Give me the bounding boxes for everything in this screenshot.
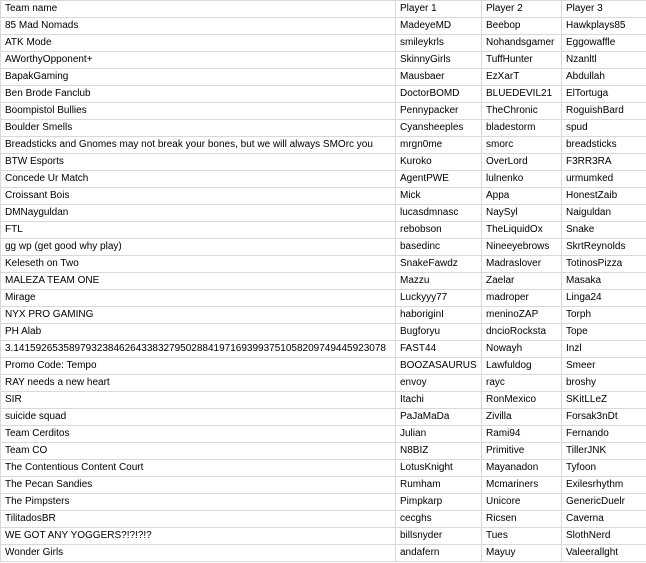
team-name-cell[interactable]: suicide squad bbox=[1, 409, 396, 426]
team-name-cell[interactable]: BTW Esports bbox=[1, 154, 396, 171]
player-3-cell[interactable]: Abdullah bbox=[562, 69, 646, 86]
team-name-cell[interactable]: TilitadosBR bbox=[1, 511, 396, 528]
player-3-cell[interactable]: TotinosPizza bbox=[562, 256, 646, 273]
player-3-cell[interactable]: urmumked bbox=[562, 171, 646, 188]
player-3-cell[interactable]: Masaka bbox=[562, 273, 646, 290]
team-name-cell[interactable]: NYX PRO GAMING bbox=[1, 307, 396, 324]
table-row bbox=[1, 137, 646, 154]
table-row bbox=[1, 511, 646, 528]
team-name-cell[interactable]: AWorthyOpponent+ bbox=[1, 52, 396, 69]
table-row bbox=[1, 18, 646, 35]
player-2-cell[interactable]: Zaelar bbox=[482, 273, 562, 290]
team-name-cell[interactable]: Mirage bbox=[1, 290, 396, 307]
player-2-cell[interactable]: Nineeyebrows bbox=[482, 239, 562, 256]
player-2-cell[interactable]: lulnenko bbox=[482, 171, 562, 188]
player-3-cell[interactable]: Caverna bbox=[562, 511, 646, 528]
table-row bbox=[1, 222, 646, 239]
player-3-cell[interactable]: Exilesrhythm bbox=[562, 477, 646, 494]
player-1-cell[interactable]: Mazzu bbox=[396, 273, 482, 290]
player-2-cell[interactable]: Nohandsgamer bbox=[482, 35, 562, 52]
table-row bbox=[1, 171, 646, 188]
table-row bbox=[1, 307, 646, 324]
team-name-cell[interactable]: Keleseth on Two bbox=[1, 256, 396, 273]
player-3-cell[interactable]: Eggowaffle bbox=[562, 35, 646, 52]
player-3-cell[interactable]: Torph bbox=[562, 307, 646, 324]
table-row bbox=[1, 358, 646, 375]
player-1-cell[interactable]: BOOZASAURUS bbox=[396, 358, 482, 375]
player-1-cell[interactable]: Mick bbox=[396, 188, 482, 205]
player-3-cell[interactable]: spud bbox=[562, 120, 646, 137]
player-2-cell[interactable]: madroper bbox=[482, 290, 562, 307]
player-2-cell[interactable]: Beebop bbox=[482, 18, 562, 35]
player-2-cell[interactable]: rayc bbox=[482, 375, 562, 392]
table-row bbox=[1, 545, 646, 562]
player-3-cell[interactable]: Tope bbox=[562, 324, 646, 341]
table-row bbox=[1, 120, 646, 137]
team-name-cell[interactable]: Team CO bbox=[1, 443, 396, 460]
player-1-cell[interactable]: MadeyeMD bbox=[396, 18, 482, 35]
player-1-cell[interactable]: Luckyyy77 bbox=[396, 290, 482, 307]
table-row bbox=[1, 239, 646, 256]
team-name-cell[interactable]: Wonder Girls bbox=[1, 545, 396, 562]
player-2-cell[interactable]: Mcmariners bbox=[482, 477, 562, 494]
player-2-cell[interactable]: RonMexico bbox=[482, 392, 562, 409]
player-3-cell[interactable]: Linga24 bbox=[562, 290, 646, 307]
header-cell-player-2[interactable]: Player 2 bbox=[482, 1, 562, 18]
table-row bbox=[1, 426, 646, 443]
team-name-cell[interactable]: PH Alab bbox=[1, 324, 396, 341]
team-name-cell[interactable]: The Pecan Sandies bbox=[1, 477, 396, 494]
player-3-cell[interactable]: Naiguldan bbox=[562, 205, 646, 222]
player-1-cell[interactable]: billsnyder bbox=[396, 528, 482, 545]
player-1-cell[interactable]: Itachi bbox=[396, 392, 482, 409]
player-3-cell[interactable]: Smeer bbox=[562, 358, 646, 375]
player-1-cell[interactable]: Pennypacker bbox=[396, 103, 482, 120]
player-1-cell[interactable]: LotusKnight bbox=[396, 460, 482, 477]
table-row bbox=[1, 52, 646, 69]
table-row bbox=[1, 528, 646, 545]
player-2-cell[interactable]: TuffHunter bbox=[482, 52, 562, 69]
player-1-cell[interactable]: DoctorBOMD bbox=[396, 86, 482, 103]
player-2-cell[interactable]: EzXarT bbox=[482, 69, 562, 86]
player-3-cell[interactable]: RoguishBard bbox=[562, 103, 646, 120]
team-name-cell[interactable]: BapakGaming bbox=[1, 69, 396, 86]
header-cell-player-1[interactable]: Player 1 bbox=[396, 1, 482, 18]
player-2-cell[interactable]: Mayuy bbox=[482, 545, 562, 562]
table-row bbox=[1, 494, 646, 511]
team-name-cell[interactable]: Breadsticks and Gnomes may not break your bones, but we will always SMOrc you bbox=[1, 137, 396, 154]
player-1-cell[interactable]: Cyansheeples bbox=[396, 120, 482, 137]
player-1-cell[interactable]: AgentPWE bbox=[396, 171, 482, 188]
player-2-cell[interactable]: Unicore bbox=[482, 494, 562, 511]
player-3-cell[interactable]: Tyfoon bbox=[562, 460, 646, 477]
player-1-cell[interactable]: Julian bbox=[396, 426, 482, 443]
player-3-cell[interactable]: Valeerallght bbox=[562, 545, 646, 562]
team-name-cell[interactable]: gg wp (get good why play) bbox=[1, 239, 396, 256]
player-2-cell[interactable]: OverLord bbox=[482, 154, 562, 171]
team-name-cell[interactable]: FTL bbox=[1, 222, 396, 239]
player-2-cell[interactable]: meninoZAP bbox=[482, 307, 562, 324]
table-row bbox=[1, 409, 646, 426]
player-1-cell[interactable]: envoy bbox=[396, 375, 482, 392]
team-name-cell[interactable]: 3.1415926535897932384626433832795028841971693993751058209749445923078 bbox=[1, 341, 396, 358]
player-2-cell[interactable]: Primitive bbox=[482, 443, 562, 460]
player-3-cell[interactable]: SlothNerd bbox=[562, 528, 646, 545]
player-2-cell[interactable]: Lawfuldog bbox=[482, 358, 562, 375]
table-row bbox=[1, 460, 646, 477]
player-2-cell[interactable]: Rami94 bbox=[482, 426, 562, 443]
player-3-cell[interactable]: Snake bbox=[562, 222, 646, 239]
header-cell-team-name[interactable]: Team name bbox=[1, 1, 396, 18]
player-1-cell[interactable]: haboriginI bbox=[396, 307, 482, 324]
player-3-cell[interactable]: GenericDuelr bbox=[562, 494, 646, 511]
player-2-cell[interactable]: TheLiquidOx bbox=[482, 222, 562, 239]
player-1-cell[interactable]: rebobson bbox=[396, 222, 482, 239]
player-1-cell[interactable]: SkinnyGirls bbox=[396, 52, 482, 69]
table-row bbox=[1, 477, 646, 494]
table-row bbox=[1, 103, 646, 120]
player-2-cell[interactable]: Madraslover bbox=[482, 256, 562, 273]
player-1-cell[interactable]: Kuroko bbox=[396, 154, 482, 171]
player-1-cell[interactable]: Bugforyu bbox=[396, 324, 482, 341]
player-1-cell[interactable]: basedinc bbox=[396, 239, 482, 256]
team-name-cell[interactable]: The Contentious Content Court bbox=[1, 460, 396, 477]
table-row bbox=[1, 35, 646, 52]
player-3-cell[interactable]: Hawkplays85 bbox=[562, 18, 646, 35]
table-row bbox=[1, 392, 646, 409]
player-1-cell[interactable]: smileykrls bbox=[396, 35, 482, 52]
header-row bbox=[1, 1, 646, 18]
player-3-cell[interactable]: Fernando bbox=[562, 426, 646, 443]
player-2-cell[interactable]: Mayanadon bbox=[482, 460, 562, 477]
player-2-cell[interactable]: TheChronic bbox=[482, 103, 562, 120]
team-name-cell[interactable]: Ben Brode Fanclub bbox=[1, 86, 396, 103]
table-row bbox=[1, 188, 646, 205]
player-1-cell[interactable]: lucasdmnasc bbox=[396, 205, 482, 222]
player-3-cell[interactable]: Inzl bbox=[562, 341, 646, 358]
player-3-cell[interactable]: TillerJNK bbox=[562, 443, 646, 460]
table-body bbox=[1, 1, 646, 562]
player-3-cell[interactable]: SkrtReynolds bbox=[562, 239, 646, 256]
player-1-cell[interactable]: Mausbaer bbox=[396, 69, 482, 86]
team-name-cell[interactable]: RAY needs a new heart bbox=[1, 375, 396, 392]
team-name-cell[interactable]: Boompistol Bullies bbox=[1, 103, 396, 120]
team-name-cell[interactable]: Boulder Smells bbox=[1, 120, 396, 137]
team-name-cell[interactable]: DMNayguldan bbox=[1, 205, 396, 222]
table-row bbox=[1, 341, 646, 358]
team-name-cell[interactable]: MALEZA TEAM ONE bbox=[1, 273, 396, 290]
team-name-cell[interactable]: Concede Ur Match bbox=[1, 171, 396, 188]
team-name-cell[interactable]: SIR bbox=[1, 392, 396, 409]
player-3-cell[interactable]: broshy bbox=[562, 375, 646, 392]
table-row bbox=[1, 375, 646, 392]
player-1-cell[interactable]: Rumham bbox=[396, 477, 482, 494]
team-name-cell[interactable]: Promo Code: Tempo bbox=[1, 358, 396, 375]
player-1-cell[interactable]: SnakeFawdz bbox=[396, 256, 482, 273]
table-row bbox=[1, 324, 646, 341]
table-row bbox=[1, 273, 646, 290]
team-name-cell[interactable]: ATK Mode bbox=[1, 35, 396, 52]
player-1-cell[interactable]: mrgn0me bbox=[396, 137, 482, 154]
player-2-cell[interactable]: Appa bbox=[482, 188, 562, 205]
player-2-cell[interactable]: dncioRocksta bbox=[482, 324, 562, 341]
player-2-cell[interactable]: Zivilla bbox=[482, 409, 562, 426]
player-1-cell[interactable]: cecghs bbox=[396, 511, 482, 528]
team-name-cell[interactable]: The Pimpsters bbox=[1, 494, 396, 511]
player-2-cell[interactable]: Ricsen bbox=[482, 511, 562, 528]
player-2-cell[interactable]: Nowayh bbox=[482, 341, 562, 358]
player-1-cell[interactable]: FAST44 bbox=[396, 341, 482, 358]
player-2-cell[interactable]: bladestorm bbox=[482, 120, 562, 137]
player-1-cell[interactable]: andafern bbox=[396, 545, 482, 562]
player-1-cell[interactable]: Pimpkarp bbox=[396, 494, 482, 511]
player-1-cell[interactable]: N8BIZ bbox=[396, 443, 482, 460]
table-row bbox=[1, 154, 646, 171]
team-name-cell[interactable]: Croissant Bois bbox=[1, 188, 396, 205]
player-3-cell[interactable]: Forsak3nDt bbox=[562, 409, 646, 426]
player-3-cell[interactable]: F3RR3RA bbox=[562, 154, 646, 171]
table-row bbox=[1, 86, 646, 103]
table-row bbox=[1, 256, 646, 273]
table-row bbox=[1, 290, 646, 307]
player-3-cell[interactable]: SKitLLeZ bbox=[562, 392, 646, 409]
player-2-cell[interactable]: Tues bbox=[482, 528, 562, 545]
player-2-cell[interactable]: NaySyl bbox=[482, 205, 562, 222]
player-2-cell[interactable]: BLUEDEVIL21 bbox=[482, 86, 562, 103]
team-name-cell[interactable]: 85 Mad Nomads bbox=[1, 18, 396, 35]
table-row bbox=[1, 69, 646, 86]
player-2-cell[interactable]: smorc bbox=[482, 137, 562, 154]
table-row bbox=[1, 205, 646, 222]
player-3-cell[interactable]: HonestZaib bbox=[562, 188, 646, 205]
player-3-cell[interactable]: Nzanltl bbox=[562, 52, 646, 69]
player-3-cell[interactable]: ElTortuga bbox=[562, 86, 646, 103]
table-row bbox=[1, 443, 646, 460]
team-name-cell[interactable]: Team Cerditos bbox=[1, 426, 396, 443]
team-name-cell[interactable]: WE GOT ANY YOGGERS?!?!?!? bbox=[1, 528, 396, 545]
header-cell-player-3[interactable]: Player 3 bbox=[562, 1, 646, 18]
player-1-cell[interactable]: PaJaMaDa bbox=[396, 409, 482, 426]
player-3-cell[interactable]: breadsticks bbox=[562, 137, 646, 154]
